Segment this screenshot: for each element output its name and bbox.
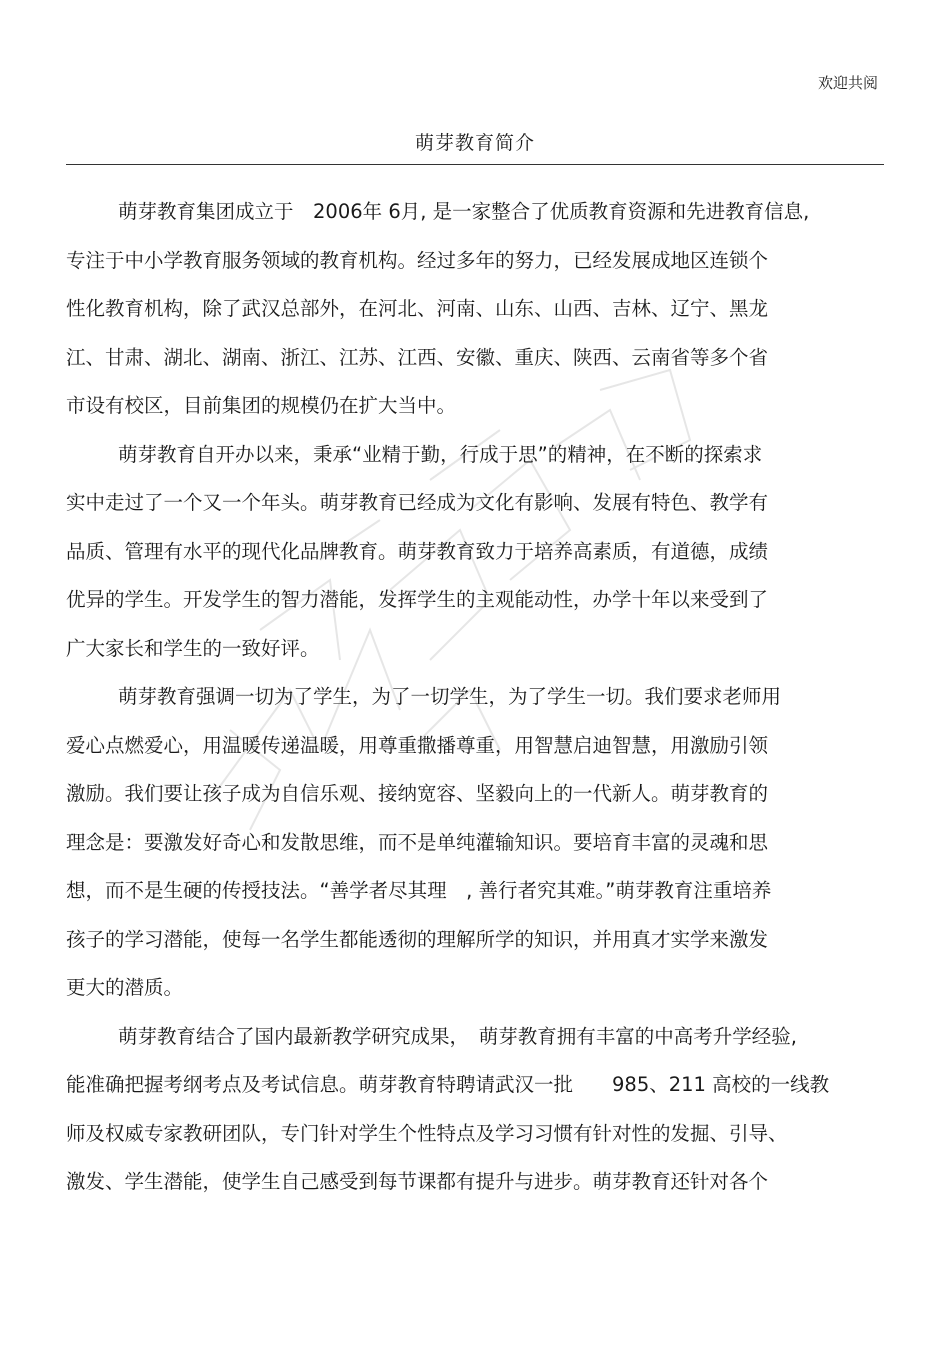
text-line: 实中走过了一个又一个年头。萌芽教育已经成为文化有影响、发展有特色、教学有: [66, 491, 769, 514]
text-line: 师及权威专家教研团队，专门针对学生个性特点及学习习惯有针对性的发掘、引导、: [66, 1121, 788, 1145]
text-line: 孩子的学习潜能，使每一名学生都能透彻的理解所学的知识，并用真才实学来激发: [66, 927, 769, 951]
text-line: 专注于中小学教育服务领域的教育机构。经过多年的努力，已经发展成地区连锁个: [66, 248, 769, 272]
text-line: 萌芽教育自开办以来，秉承“业精于勤，行成于思”的精神，在不断的探索求: [118, 442, 763, 466]
text-line: 萌芽教育集团成立于 2006年 6月, 是一家整合了优质教育资源和先进教育信息,: [118, 200, 810, 223]
text-line: 江、甘肃、湖北、湖南、浙江、江苏、江西、安徽、重庆、陕西、云南省等多个省: [66, 345, 769, 369]
text-line: 激发、学生潜能，使学生自己感受到每节课都有提升与进步。萌芽教育还针对各个: [66, 1170, 769, 1193]
header-note: 欢迎共阅: [817, 74, 878, 92]
text-line: 理念是：要激发好奇心和发散思维，而不是单纯灌输知识。要培育丰富的灵魂和思: [66, 830, 769, 854]
text-line: 萌芽教育结合了国内最新教学研究成果， 萌芽教育拥有丰富的中高考升学经验,: [118, 1024, 797, 1048]
text-line: 优异的学生。开发学生的智力潜能，发挥学生的主观能动性，办学十年以来受到了: [66, 588, 769, 611]
title-divider: [66, 164, 884, 165]
text-line: 市设有校区，目前集团的规模仍在扩大当中。: [66, 394, 457, 417]
text-line: 品质、管理有水平的现代化品牌教育。萌芽教育致力于培养高素质，有道德，成绩: [66, 539, 769, 563]
document-title: 萌芽教育简介: [414, 132, 535, 154]
text-line: 广大家长和学生的一致好评。: [66, 636, 320, 660]
document-body: [66, 188, 884, 1207]
text-line: 萌芽教育强调一切为了学生，为了一切学生，为了学生一切。我们要求老师用: [118, 685, 782, 708]
text-line: 激励。我们要让孩子成为自信乐观、接纳宽容、坚毅向上的一代新人。萌芽教育的: [66, 782, 769, 805]
text-line: 能准确把握考纲考点及考试信息。萌芽教育特聘请武汉一批 985、211 高校的一线教: [66, 1073, 830, 1096]
text-line: 更大的潜质。: [66, 976, 184, 999]
text-line: 想，而不是生硬的传授技法。“善学者尽其理 , 善行者究其难。”萌芽教育注重培养: [66, 879, 772, 902]
text-line: 性化教育机构，除了武汉总部外，在河北、河南、山东、山西、吉林、辽宁、黑龙: [66, 297, 769, 320]
text-line: 爱心点燃爱心，用温暖传递温暖，用尊重撒播尊重，用智慧启迪智慧，用激励引领: [66, 733, 769, 757]
